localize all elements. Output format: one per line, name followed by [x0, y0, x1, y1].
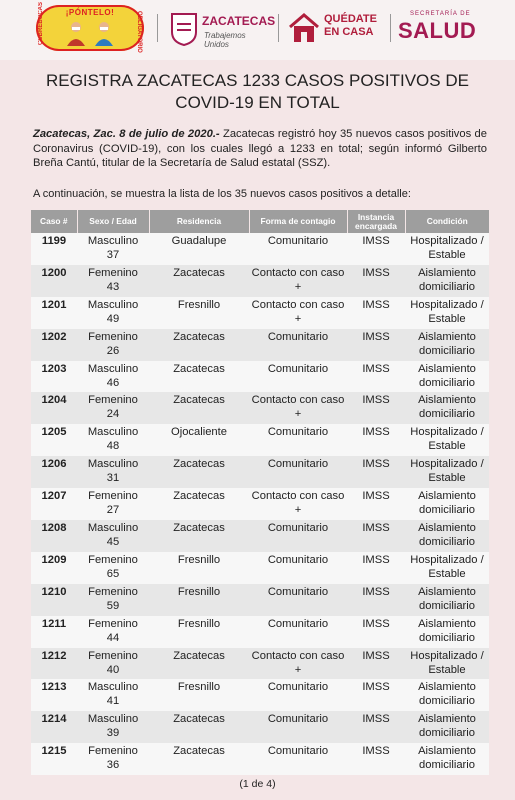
cell-forma: Contacto con caso +: [249, 392, 347, 424]
table-row: [31, 265, 489, 297]
header-condicion: Condición: [405, 210, 489, 233]
cell-forma: Comunitario: [249, 233, 347, 265]
cell-residencia: Zacatecas: [149, 488, 249, 520]
cell-forma: Contacto con caso +: [249, 648, 347, 680]
cell-condicion: Hospitalizado / Estable: [405, 648, 489, 680]
cell-edad: 45: [106, 536, 120, 549]
cell-caso: 1215: [31, 743, 77, 775]
cell-condicion: Aislamiento domiciliario: [405, 361, 489, 393]
page-number: (1 de 4): [239, 778, 276, 790]
cell-caso: 1211: [31, 616, 77, 648]
cell-residencia: Fresnillo: [149, 679, 249, 711]
cell-forma: Comunitario: [249, 616, 347, 648]
cell-instancia: IMSS: [347, 711, 405, 743]
cell-edad: 48: [106, 440, 120, 453]
header-separator: [390, 14, 391, 42]
cell-caso: 1214: [31, 711, 77, 743]
cell-forma: Comunitario: [249, 424, 347, 456]
cell-forma: Comunitario: [249, 679, 347, 711]
cell-condicion: Aislamiento domiciliario: [405, 679, 489, 711]
list-intro: A continuación, se muestra la lista de los 35 nuevos casos positivos a detalle:: [33, 188, 411, 200]
cell-condicion: Hospitalizado / Estable: [405, 297, 489, 329]
cell-edad: 44: [106, 631, 120, 644]
cell-caso: 1208: [31, 520, 77, 552]
cell-caso: 1204: [31, 392, 77, 424]
page-title: REGISTRA ZACATECAS 1233 CASOS POSITIVOS DE COVID-19 EN TOTAL: [46, 71, 469, 112]
cell-sexo: Femenino: [88, 617, 138, 630]
cell-sexo: Masculino: [87, 681, 139, 694]
table-row: [31, 743, 489, 775]
state-shield-icon: [170, 12, 198, 46]
cases-table: [31, 210, 489, 775]
cell-residencia: Zacatecas: [149, 265, 249, 297]
cell-sexo: Masculino: [87, 362, 139, 375]
table-row: [31, 552, 489, 584]
cell-condicion: Aislamiento domiciliario: [405, 743, 489, 775]
cell-sexo-edad: [77, 711, 149, 743]
cell-sexo-edad: [77, 361, 149, 393]
cell-sexo-edad: [77, 329, 149, 361]
cell-sexo-edad: [77, 424, 149, 456]
table-row: [31, 456, 489, 488]
cell-residencia: Zacatecas: [149, 456, 249, 488]
cell-sexo: Femenino: [88, 330, 138, 343]
cell-sexo-edad: [77, 743, 149, 775]
cell-edad: 39: [106, 727, 120, 740]
intro-paragraph: [33, 127, 487, 171]
cell-edad: 43: [106, 280, 120, 293]
cell-sexo: Femenino: [88, 266, 138, 279]
quedate-text: QUÉDATE: [324, 13, 377, 25]
cell-edad: 31: [106, 472, 120, 485]
cell-forma: Comunitario: [249, 584, 347, 616]
table-row: [31, 488, 489, 520]
cell-condicion: Aislamiento domiciliario: [405, 392, 489, 424]
cell-sexo: Masculino: [87, 522, 139, 535]
cell-residencia: Zacatecas: [149, 392, 249, 424]
cell-edad: 41: [106, 695, 120, 708]
cell-sexo-edad: [77, 392, 149, 424]
cell-caso: 1200: [31, 265, 77, 297]
zacatecas-name: ZACATECAS: [202, 14, 276, 28]
cell-instancia: IMSS: [347, 488, 405, 520]
cell-caso: 1212: [31, 648, 77, 680]
cell-condicion: Hospitalizado / Estable: [405, 233, 489, 265]
cell-condicion: Aislamiento domiciliario: [405, 616, 489, 648]
cell-condicion: Aislamiento domiciliario: [405, 584, 489, 616]
cell-caso: 1209: [31, 552, 77, 584]
cell-sexo: Masculino: [87, 713, 139, 726]
cell-instancia: IMSS: [347, 520, 405, 552]
cell-sexo: Masculino: [87, 458, 139, 471]
cell-sexo-edad: [77, 584, 149, 616]
cell-sexo-edad: [77, 233, 149, 265]
cell-sexo: Femenino: [88, 490, 138, 503]
cell-forma: Contacto con caso +: [249, 488, 347, 520]
cell-caso: 1210: [31, 584, 77, 616]
cell-residencia: Fresnillo: [149, 297, 249, 329]
table-row: [31, 424, 489, 456]
table-row: [31, 584, 489, 616]
cell-residencia: Fresnillo: [149, 584, 249, 616]
zacatecas-gov-logo: [170, 10, 276, 50]
table-row: [31, 679, 489, 711]
cell-condicion: Aislamiento domiciliario: [405, 329, 489, 361]
cell-instancia: IMSS: [347, 392, 405, 424]
cell-forma: Comunitario: [249, 711, 347, 743]
cell-instancia: IMSS: [347, 424, 405, 456]
header-instancia: Instancia encargada: [347, 210, 405, 233]
cell-sexo-edad: [77, 679, 149, 711]
intro-body: Zacatecas registró hoy 35 nuevos casos positivos de Coronavirus (COVID-19), con los cuales llegó a 1233 en total; según informó Gilberto Breña Cantú, titular de la Secretaría de Salud estatal (SSZ).: [33, 128, 487, 169]
cell-sexo-edad: [77, 616, 149, 648]
zacatecas-tagline: Trabajemos Unidos: [204, 31, 246, 49]
cell-instancia: IMSS: [347, 233, 405, 265]
table-row: [31, 616, 489, 648]
cell-instancia: IMSS: [347, 584, 405, 616]
house-icon: [288, 12, 320, 44]
cell-instancia: IMSS: [347, 679, 405, 711]
cell-forma: Contacto con caso +: [249, 265, 347, 297]
cell-condicion: Aislamiento domiciliario: [405, 488, 489, 520]
cell-caso: 1213: [31, 679, 77, 711]
table-row: [31, 329, 489, 361]
cell-forma: Comunitario: [249, 743, 347, 775]
cell-sexo-edad: [77, 648, 149, 680]
badge-title: ¡PÓNTELO!: [65, 8, 115, 17]
cell-sexo-edad: [77, 520, 149, 552]
header-caso: Caso #: [31, 210, 77, 233]
table-header-row: [31, 210, 489, 233]
cell-instancia: IMSS: [347, 329, 405, 361]
header-sexo-edad: Sexo / Edad: [77, 210, 149, 233]
cell-edad: 27: [106, 504, 120, 517]
cell-sexo: Masculino: [87, 298, 139, 311]
header-banner: [0, 0, 515, 60]
cell-condicion: Aislamiento domiciliario: [405, 711, 489, 743]
cell-sexo-edad: [77, 552, 149, 584]
table-row: [31, 392, 489, 424]
cell-residencia: Fresnillo: [149, 552, 249, 584]
cell-caso: 1202: [31, 329, 77, 361]
cell-residencia: Zacatecas: [149, 743, 249, 775]
cell-sexo: Femenino: [88, 394, 138, 407]
cell-sexo: Femenino: [88, 553, 138, 566]
badge-left-text: CUBREBOCAS: [38, 1, 44, 45]
cell-residencia: Zacatecas: [149, 329, 249, 361]
cell-condicion: Hospitalizado / Estable: [405, 552, 489, 584]
table-row: [31, 297, 489, 329]
cell-sexo-edad: [77, 297, 149, 329]
cell-residencia: Zacatecas: [149, 648, 249, 680]
cell-forma: Comunitario: [249, 456, 347, 488]
cell-residencia: Zacatecas: [149, 361, 249, 393]
header-separator: [278, 14, 279, 42]
cell-instancia: IMSS: [347, 297, 405, 329]
cell-forma: Comunitario: [249, 329, 347, 361]
cell-forma: Contacto con caso +: [249, 297, 347, 329]
header-forma-contagio: Forma de contagio: [249, 210, 347, 233]
cell-residencia: Fresnillo: [149, 616, 249, 648]
cell-condicion: Hospitalizado / Estable: [405, 456, 489, 488]
en-casa-text: EN CASA: [324, 26, 374, 38]
cell-instancia: IMSS: [347, 265, 405, 297]
quedate-en-casa-logo: [286, 10, 386, 46]
header-separator: [157, 14, 158, 42]
cell-edad: 36: [106, 759, 120, 772]
cell-sexo: Femenino: [88, 745, 138, 758]
cell-sexo: Femenino: [88, 649, 138, 662]
cell-caso: 1206: [31, 456, 77, 488]
cell-edad: 49: [106, 312, 120, 325]
cell-instancia: IMSS: [347, 361, 405, 393]
cell-residencia: Zacatecas: [149, 711, 249, 743]
table-row: [31, 520, 489, 552]
cell-caso: 1207: [31, 488, 77, 520]
cell-edad: 24: [106, 408, 120, 421]
badge-right-text: OBLIGATORIO: [136, 11, 142, 53]
cell-residencia: Guadalupe: [149, 233, 249, 265]
cell-condicion: Aislamiento domiciliario: [405, 265, 489, 297]
cell-instancia: IMSS: [347, 456, 405, 488]
secretaria-salud-logo: [396, 10, 508, 46]
cell-caso: 1203: [31, 361, 77, 393]
table-row: [31, 233, 489, 265]
cell-sexo-edad: [77, 456, 149, 488]
cell-sexo: Masculino: [87, 235, 139, 247]
cell-instancia: IMSS: [347, 552, 405, 584]
cubrebocas-badge: [36, 1, 144, 53]
salud-small-text: SECRETARÍA DE: [410, 11, 471, 17]
cell-residencia: Ojocaliente: [149, 424, 249, 456]
table-row: [31, 361, 489, 393]
cell-edad: 65: [106, 567, 120, 580]
cell-condicion: Hospitalizado / Estable: [405, 424, 489, 456]
cell-caso: 1199: [31, 233, 77, 265]
cell-caso: 1201: [31, 297, 77, 329]
cell-forma: Comunitario: [249, 361, 347, 393]
cell-edad: 59: [106, 599, 120, 612]
table-row: [31, 711, 489, 743]
cell-edad: 37: [106, 249, 120, 261]
header-residencia: Residencia: [149, 210, 249, 233]
cell-sexo: Masculino: [87, 426, 139, 439]
cell-instancia: IMSS: [347, 616, 405, 648]
cell-forma: Comunitario: [249, 552, 347, 584]
intro-dateline: Zacatecas, Zac. 8 de julio de 2020.-: [33, 128, 220, 140]
cell-sexo-edad: [77, 265, 149, 297]
cell-edad: 46: [106, 376, 120, 389]
cell-sexo-edad: [77, 488, 149, 520]
cell-edad: 26: [106, 344, 120, 357]
masked-people-icon: [56, 20, 124, 46]
salud-big-text: SALUD: [398, 18, 477, 43]
cell-instancia: IMSS: [347, 743, 405, 775]
cell-sexo: Femenino: [88, 585, 138, 598]
cell-instancia: IMSS: [347, 648, 405, 680]
cell-residencia: Zacatecas: [149, 520, 249, 552]
cell-forma: Comunitario: [249, 520, 347, 552]
cell-condicion: Aislamiento domiciliario: [405, 520, 489, 552]
cell-edad: 40: [106, 663, 120, 676]
table-row: [31, 648, 489, 680]
cell-caso: 1205: [31, 424, 77, 456]
